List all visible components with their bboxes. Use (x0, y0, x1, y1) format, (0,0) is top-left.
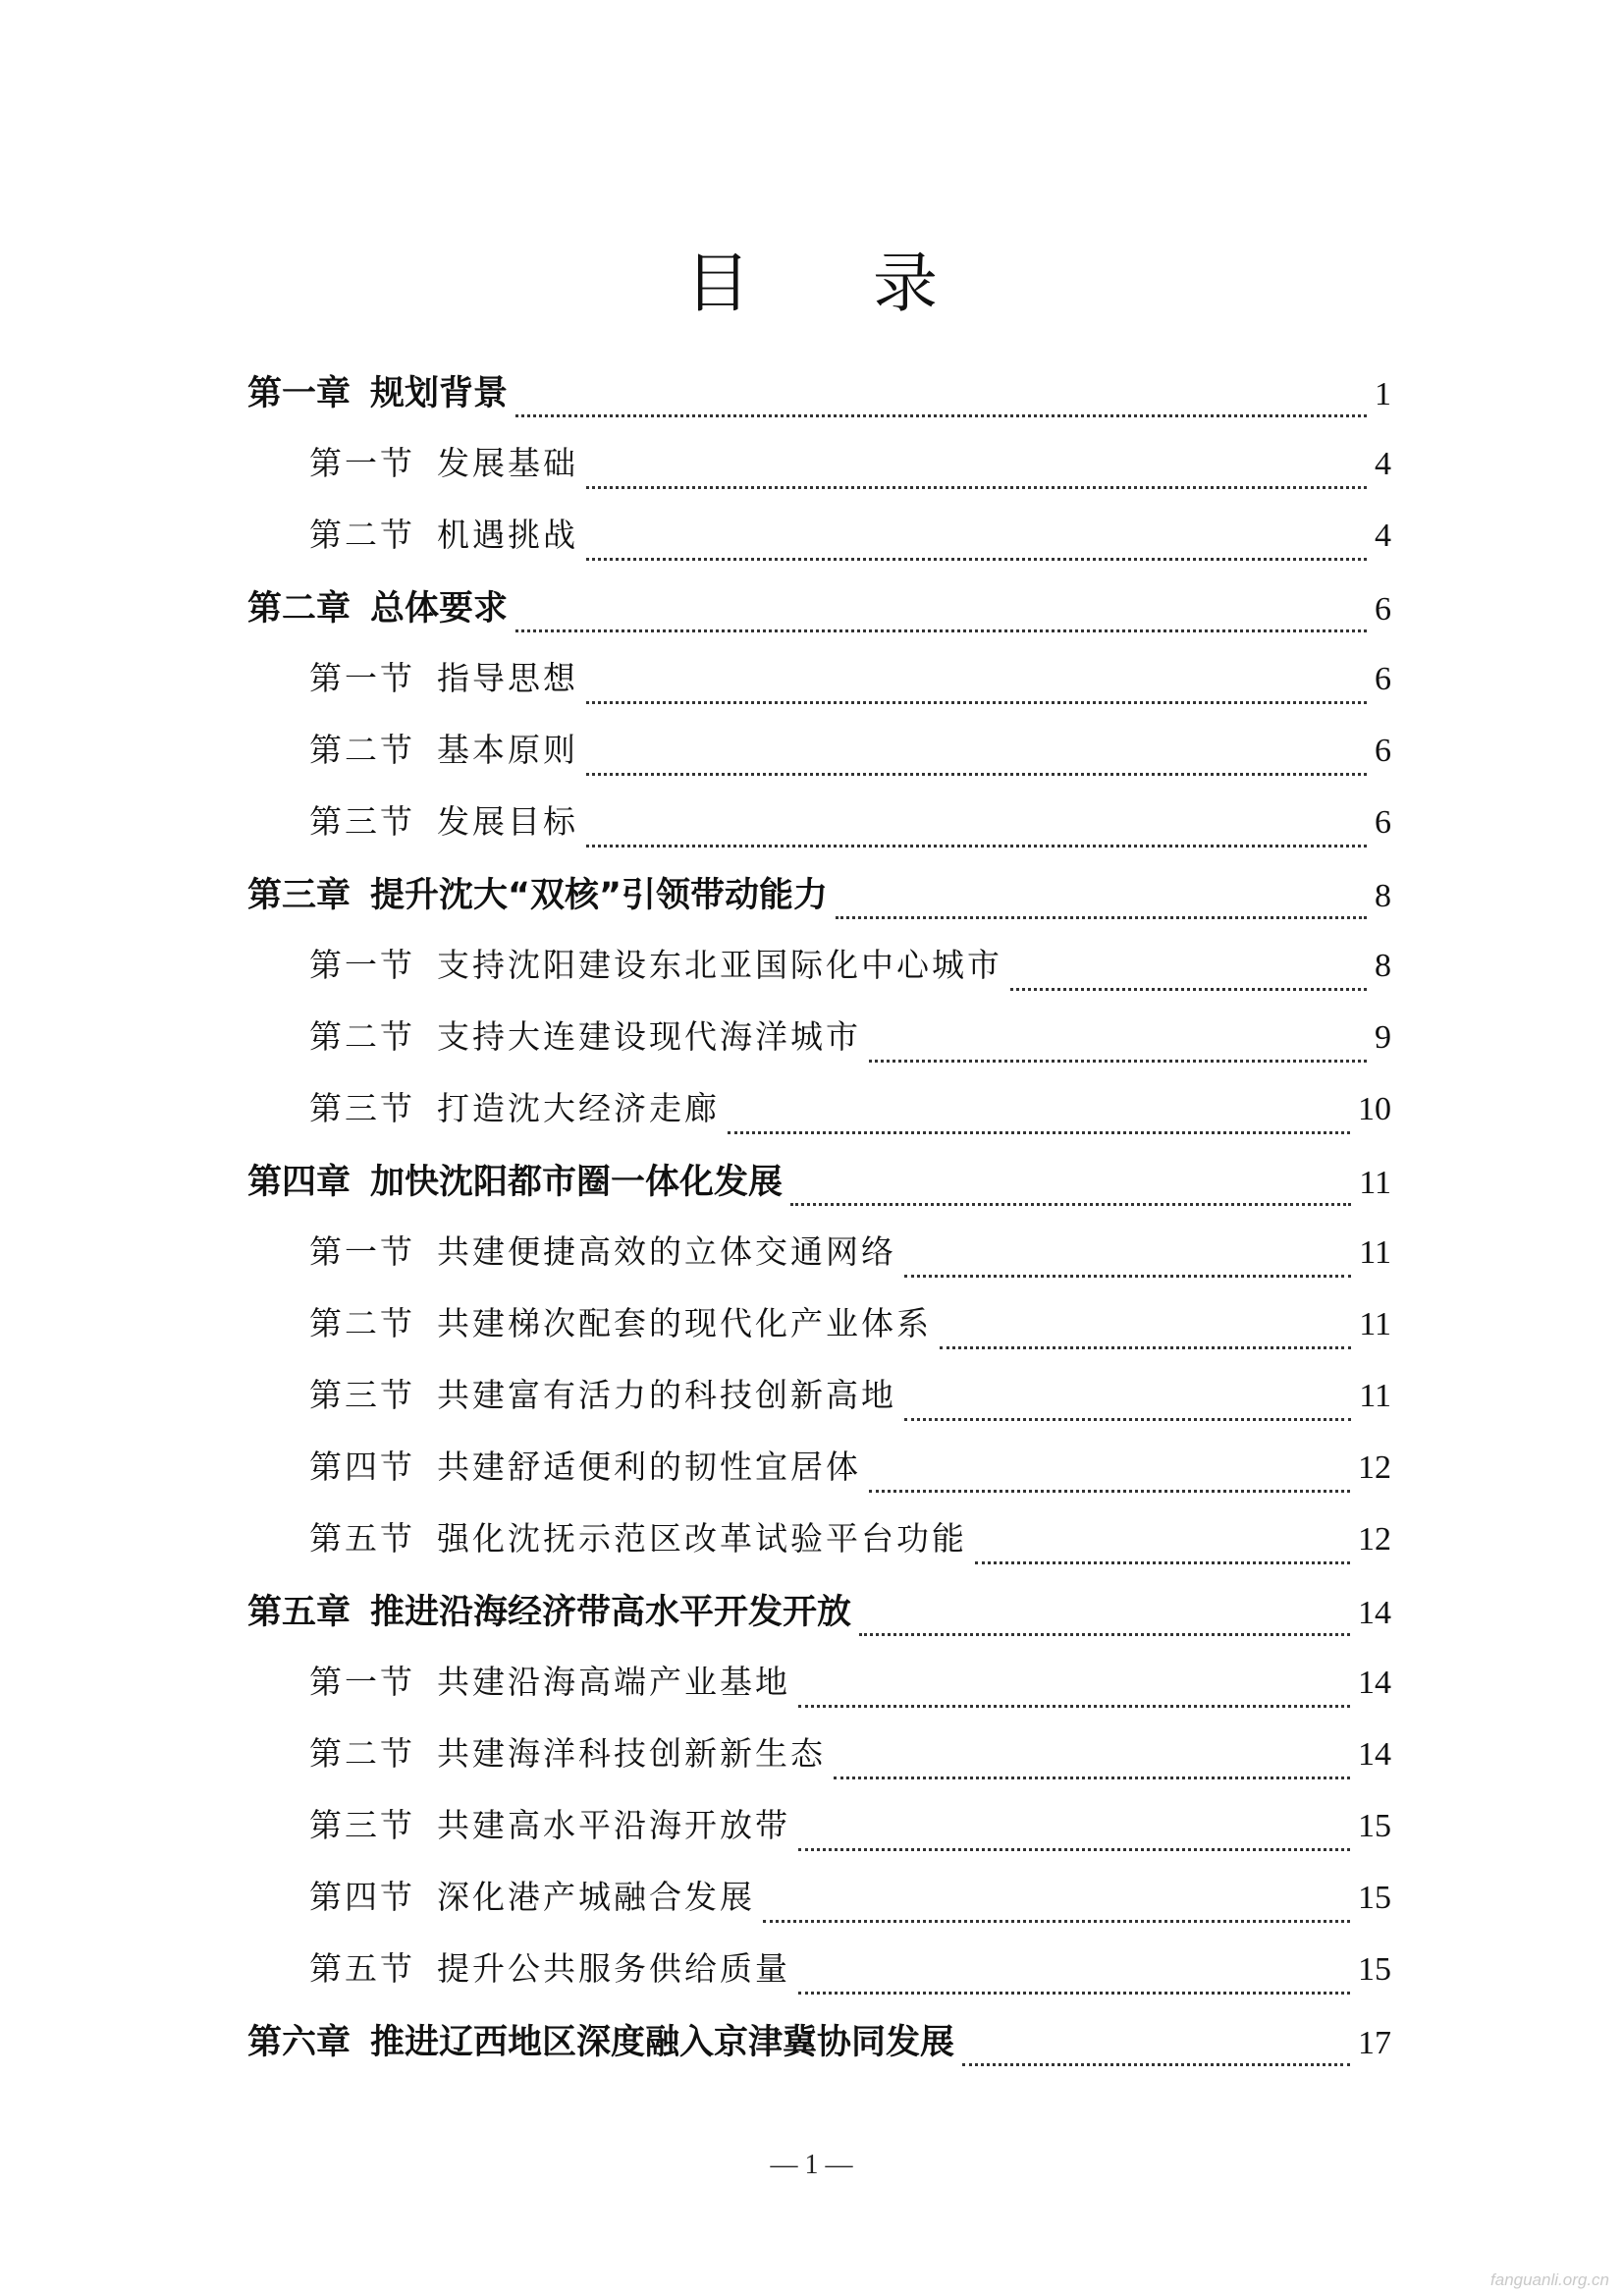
toc-section-entry[interactable] (247, 940, 1391, 1011)
section-number: 第二节 (309, 1304, 415, 1342)
section-number: 第一节 (309, 659, 415, 697)
page-number: 11 (1359, 1306, 1391, 1342)
toc-section-entry[interactable] (247, 1083, 1391, 1155)
toc-section-entry[interactable] (247, 1370, 1391, 1442)
toc-section-entry[interactable] (247, 1227, 1391, 1298)
page-number: 14 (1358, 1665, 1391, 1701)
watermark: fanguanli.org.cn (1490, 2270, 1609, 2289)
chapter-number: 第四章 (247, 1163, 352, 1202)
section-title: 打造沈大经济走廊 (437, 1089, 720, 1127)
toc-section-entry[interactable] (247, 1442, 1391, 1513)
section-title: 共建富有活力的科技创新高地 (437, 1376, 896, 1414)
dot-leader (940, 1346, 1351, 1349)
chapter-title: 加快沈阳都市圈一体化发展 (370, 1163, 784, 1202)
chapter-title: 推进沿海经济带高水平开发开放 (370, 1593, 852, 1632)
dot-leader (586, 701, 1367, 704)
section-title: 指导思想 (437, 659, 578, 697)
toc-section-entry[interactable] (247, 510, 1391, 581)
dot-leader (763, 1920, 1350, 1923)
dot-leader (975, 1561, 1350, 1564)
chapter-number: 第三章 (247, 876, 352, 915)
page-number: 4 (1375, 446, 1391, 482)
chapter-title: 规划背景 (370, 374, 509, 413)
page-number: 15 (1358, 1808, 1391, 1844)
toc-section-entry[interactable] (247, 1943, 1391, 2015)
page-number: 8 (1375, 878, 1391, 914)
dot-leader (834, 1777, 1350, 1779)
toc-section-entry[interactable] (247, 796, 1391, 868)
dot-leader (869, 1490, 1350, 1493)
toc-chapter-entry[interactable] (247, 868, 1391, 940)
chapter-number: 第六章 (247, 2023, 352, 2062)
page-number: 11 (1359, 1165, 1391, 1201)
table-of-contents (247, 366, 1391, 2087)
page-number: 11 (1359, 1378, 1391, 1414)
section-title: 支持大连建设现代海洋城市 (437, 1017, 861, 1056)
section-number: 第三节 (309, 1806, 415, 1844)
section-title: 发展目标 (437, 802, 578, 841)
chapter-number: 第五章 (247, 1593, 352, 1632)
dot-leader (586, 558, 1367, 561)
section-title: 强化沈抚示范区改革试验平台功能 (437, 1519, 967, 1558)
section-number: 第三节 (309, 802, 415, 841)
dot-leader (586, 845, 1367, 847)
section-number: 第五节 (309, 1519, 415, 1558)
dot-leader (790, 1203, 1351, 1206)
toc-section-entry[interactable] (247, 1728, 1391, 1800)
page-number: 11 (1359, 1234, 1391, 1271)
dot-leader (869, 1060, 1367, 1063)
dot-leader (798, 1705, 1350, 1708)
page-number: 6 (1375, 804, 1391, 841)
page-title: 目 录 (685, 246, 989, 322)
section-number: 第二节 (309, 731, 415, 769)
toc-chapter-entry[interactable] (247, 2015, 1391, 2087)
section-title: 共建沿海高端产业基地 (437, 1663, 790, 1701)
toc-section-entry[interactable] (247, 1011, 1391, 1083)
section-title: 提升公共服务供给质量 (437, 1949, 790, 1988)
section-title: 共建海洋科技创新新生态 (437, 1734, 826, 1773)
section-title: 基本原则 (437, 731, 578, 769)
chapter-title: 推进辽西地区深度融入京津冀协同发展 (370, 2023, 955, 2062)
page-number: 12 (1358, 1521, 1391, 1558)
page-number: 17 (1358, 2025, 1391, 2061)
section-number: 第四节 (309, 1878, 415, 1916)
section-number: 第二节 (309, 1017, 415, 1056)
page-number: 6 (1375, 733, 1391, 769)
page-number: 4 (1375, 518, 1391, 554)
section-title: 深化港产城融合发展 (437, 1878, 755, 1916)
section-number: 第一节 (309, 1663, 415, 1701)
toc-chapter-entry[interactable] (247, 581, 1391, 653)
page-number: 6 (1375, 661, 1391, 697)
page-number: 6 (1375, 591, 1391, 628)
section-title: 支持沈阳建设东北亚国际化中心城市 (437, 946, 1002, 984)
dot-leader (859, 1633, 1350, 1636)
toc-section-entry[interactable] (247, 1298, 1391, 1370)
section-title: 发展基础 (437, 444, 578, 482)
section-number: 第二节 (309, 1734, 415, 1773)
toc-section-entry[interactable] (247, 1872, 1391, 1943)
section-number: 第四节 (309, 1448, 415, 1486)
dot-leader (515, 629, 1367, 632)
toc-chapter-entry[interactable] (247, 1585, 1391, 1657)
page-number: 9 (1375, 1019, 1391, 1056)
page-number: 1 (1375, 376, 1391, 412)
section-title: 共建便捷高效的立体交通网络 (437, 1232, 896, 1271)
section-title: 共建梯次配套的现代化产业体系 (437, 1304, 932, 1342)
toc-section-entry[interactable] (247, 438, 1391, 510)
dot-leader (904, 1418, 1351, 1421)
section-number: 第一节 (309, 946, 415, 984)
chapter-title: 提升沈大“双核”引领带动能力 (370, 876, 829, 915)
dot-leader (962, 2063, 1350, 2066)
toc-section-entry[interactable] (247, 653, 1391, 725)
page-number: 15 (1358, 1951, 1391, 1988)
dot-leader (798, 1848, 1350, 1851)
dot-leader (586, 773, 1367, 776)
page-number: 10 (1358, 1091, 1391, 1127)
dot-leader (904, 1275, 1351, 1278)
toc-section-entry[interactable] (247, 725, 1391, 796)
chapter-number: 第一章 (247, 374, 352, 413)
dot-leader (1010, 988, 1367, 991)
chapter-title: 总体要求 (370, 589, 509, 629)
section-number: 第二节 (309, 516, 415, 554)
toc-section-entry[interactable] (247, 1657, 1391, 1728)
section-title: 机遇挑战 (437, 516, 578, 554)
toc-chapter-entry[interactable] (247, 1155, 1391, 1227)
section-title: 共建高水平沿海开放带 (437, 1806, 790, 1844)
dot-leader (728, 1131, 1350, 1134)
section-number: 第五节 (309, 1949, 415, 1988)
page-number-footer: — 1 — (770, 2150, 853, 2180)
section-title: 共建舒适便利的韧性宜居体 (437, 1448, 861, 1486)
dot-leader (586, 486, 1367, 489)
page-number: 14 (1358, 1736, 1391, 1773)
toc-section-entry[interactable] (247, 1513, 1391, 1585)
page-number: 8 (1375, 948, 1391, 984)
page-number: 14 (1358, 1595, 1391, 1631)
toc-section-entry[interactable] (247, 1800, 1391, 1872)
dot-leader (798, 1992, 1350, 1995)
dot-leader (515, 414, 1367, 417)
page-number: 15 (1358, 1880, 1391, 1916)
section-number: 第一节 (309, 1232, 415, 1271)
section-number: 第三节 (309, 1089, 415, 1127)
section-number: 第三节 (309, 1376, 415, 1414)
section-number: 第一节 (309, 444, 415, 482)
dot-leader (836, 916, 1367, 919)
page-number: 12 (1358, 1449, 1391, 1486)
chapter-number: 第二章 (247, 589, 352, 629)
toc-chapter-entry[interactable] (247, 366, 1391, 438)
